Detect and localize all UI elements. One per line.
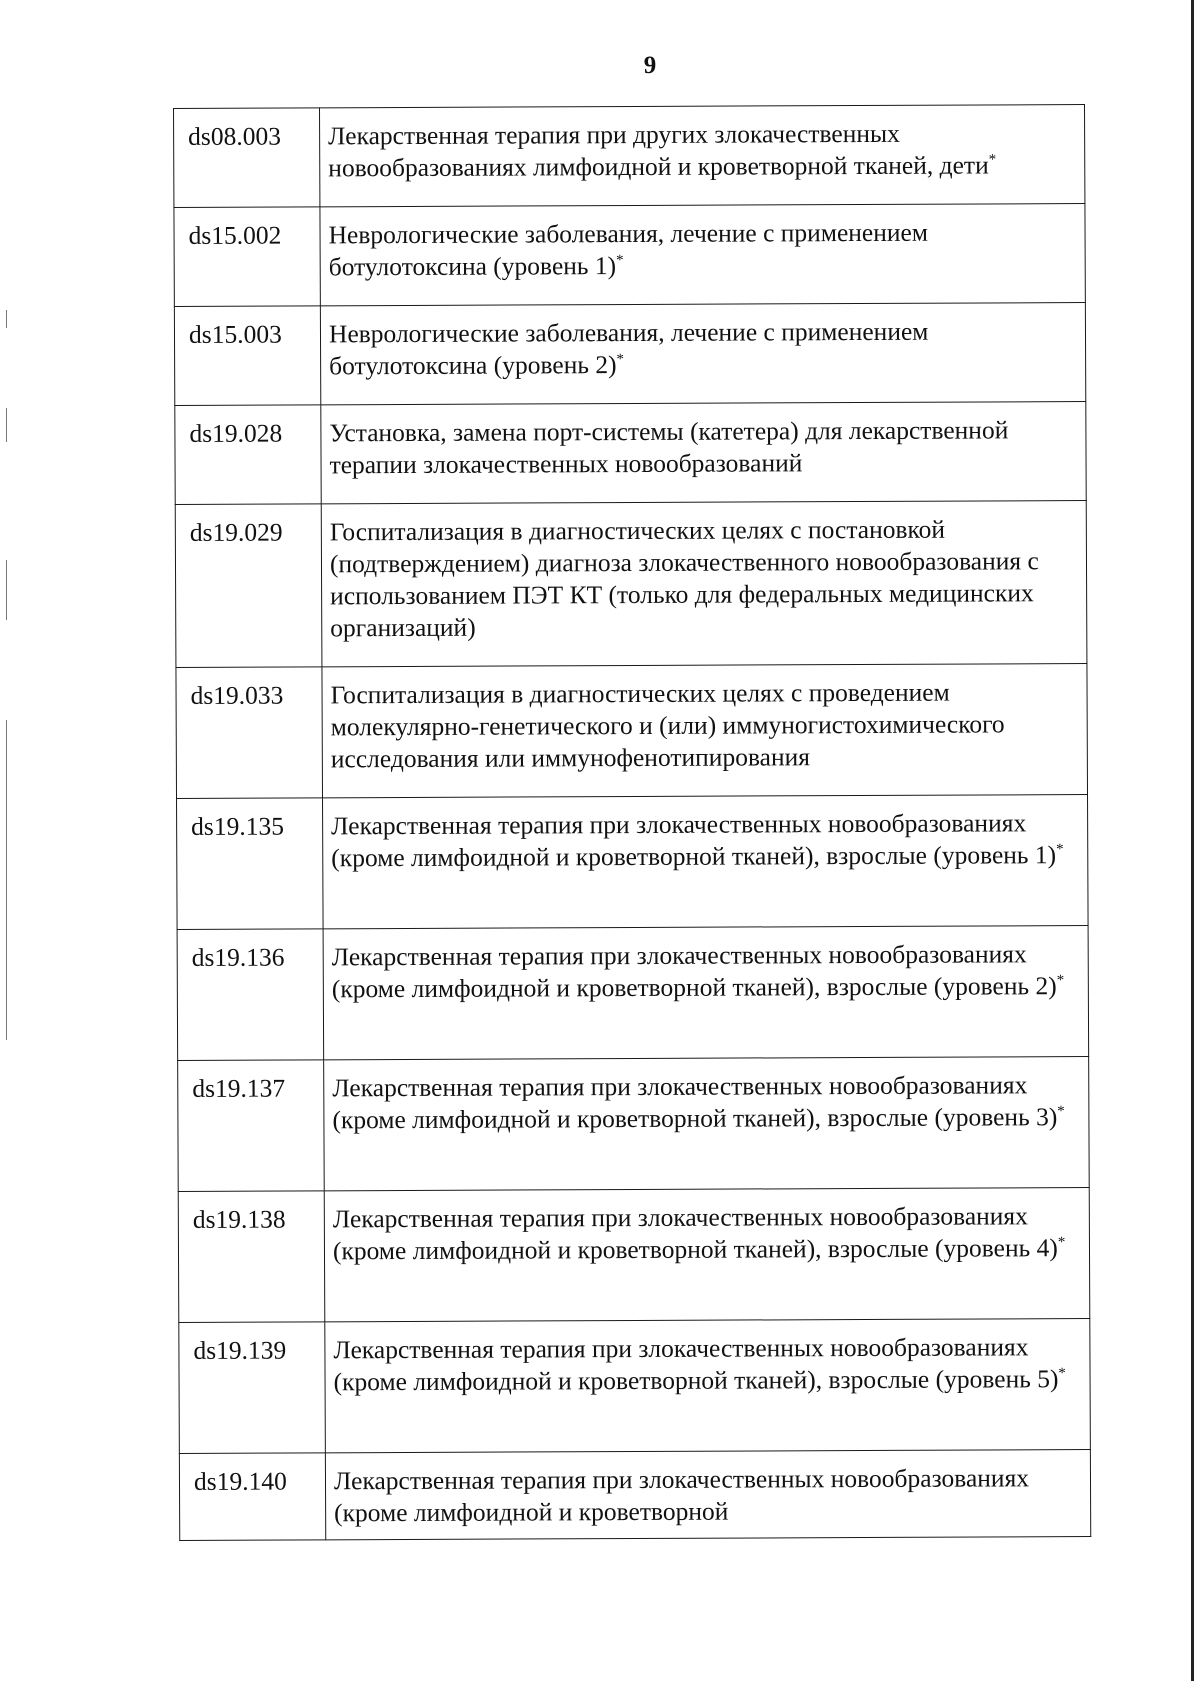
scan-margin-mark: [6, 408, 7, 442]
table-row: [175, 402, 1086, 505]
footnote-mark: *: [1057, 1103, 1065, 1120]
row-code: ds19.136: [177, 929, 324, 1061]
table-row: [179, 1319, 1091, 1454]
table-row: [178, 1188, 1090, 1323]
table-row: [177, 795, 1089, 930]
row-description: [320, 204, 1085, 306]
table-row: [175, 501, 1087, 668]
row-code: ds15.002: [174, 207, 320, 307]
footnote-mark: *: [1056, 841, 1064, 858]
row-code: ds19.137: [178, 1060, 325, 1192]
page-number: 9: [643, 52, 657, 79]
footnote-mark: *: [1058, 1365, 1066, 1382]
table-row: [176, 664, 1088, 799]
row-description-text: Лекарственная терапия при злокачественных новообразованиях (кроме лимфоидной и кроветворной тканей), взрослые (уровень 1): [331, 808, 1057, 873]
row-description-text: Неврологические заболевания, лечение с применением ботулотоксина (уровень 2): [328, 316, 929, 381]
scan-edge-line: [1191, 0, 1194, 1681]
row-code: ds19.033: [176, 667, 323, 799]
row-description-text: Лекарственная терапия при злокачественных новообразованиях (кроме лимфоидной и кроветворной тканей), взрослые (уровень 4): [332, 1201, 1058, 1266]
footnote-mark: *: [988, 151, 997, 168]
row-code: ds19.135: [177, 798, 324, 930]
scan-margin-mark: [6, 560, 7, 620]
row-description-text: Лекарственная терапия при злокачественных новообразованиях (кроме лимфоидной и кроветворной тканей), взрослые (уровень 3): [332, 1070, 1058, 1135]
row-description-text: Лекарственная терапия при злокачественных новообразованиях (кроме лимфоидной и кроветворной: [333, 1463, 1030, 1528]
row-description: [323, 795, 1089, 929]
row-description-text: Лекарственная терапия при злокачественных новообразованиях (кроме лимфоидной и кроветворной тканей), взрослые (уровень 5): [333, 1332, 1059, 1397]
table-row: [174, 105, 1085, 208]
scan-margin-mark: [6, 720, 7, 1040]
row-description: [325, 1450, 1090, 1540]
footnote-mark: *: [616, 252, 624, 269]
row-description-text: Госпитализация в диагностических целях с проведением молекулярно-генетического и (или) иммуногистохимического исследования или иммунофенотипирования: [330, 677, 1005, 774]
row-code: ds19.029: [175, 504, 322, 668]
row-description-text: Неврологические заболевания, лечение с применением ботулотоксина (уровень 1): [328, 217, 929, 282]
footnote-mark: *: [616, 351, 625, 368]
table-row: [177, 926, 1089, 1061]
table-row: [178, 1057, 1090, 1192]
row-code: ds08.003: [174, 108, 320, 208]
code-table: [173, 104, 1091, 1533]
row-description: [321, 402, 1086, 504]
row-description: [321, 501, 1087, 667]
footnote-mark: *: [1057, 1234, 1066, 1251]
row-code: ds15.003: [174, 306, 320, 406]
row-code: ds19.140: [179, 1453, 325, 1541]
row-description-text: Госпитализация в диагностических целях с постановкой (подтверждением) диагноза злокачественного новообразования с использованием ПЭТ КТ (только для федеральных медицинских организаций): [329, 514, 1039, 643]
table-row: [174, 204, 1085, 307]
row-code: ds19.138: [178, 1191, 325, 1323]
row-description: [323, 926, 1089, 1060]
footnote-mark: *: [1056, 972, 1065, 989]
row-description: [322, 664, 1088, 798]
row-description-text: Лекарственная терапия при злокачественных новообразованиях (кроме лимфоидной и кроветворной тканей), взрослые (уровень 2): [331, 939, 1057, 1004]
scan-margin-mark: [6, 310, 7, 328]
row-description: [320, 303, 1085, 405]
row-code: ds19.139: [179, 1322, 326, 1454]
row-description: [320, 105, 1085, 207]
row-description: [324, 1188, 1090, 1322]
row-description-text: Лекарственная терапия при других злокачественных новообразованиях лимфоидной и кроветворной тканей, дети: [328, 118, 989, 183]
row-description-text: Установка, замена порт-системы (катетера) для лекарственной терапии злокачественных новообразований: [329, 415, 1009, 480]
row-description: [324, 1057, 1090, 1191]
row-code: ds19.028: [175, 405, 321, 505]
table-row: [174, 303, 1085, 406]
table-row: [179, 1450, 1090, 1541]
row-description: [325, 1319, 1091, 1453]
